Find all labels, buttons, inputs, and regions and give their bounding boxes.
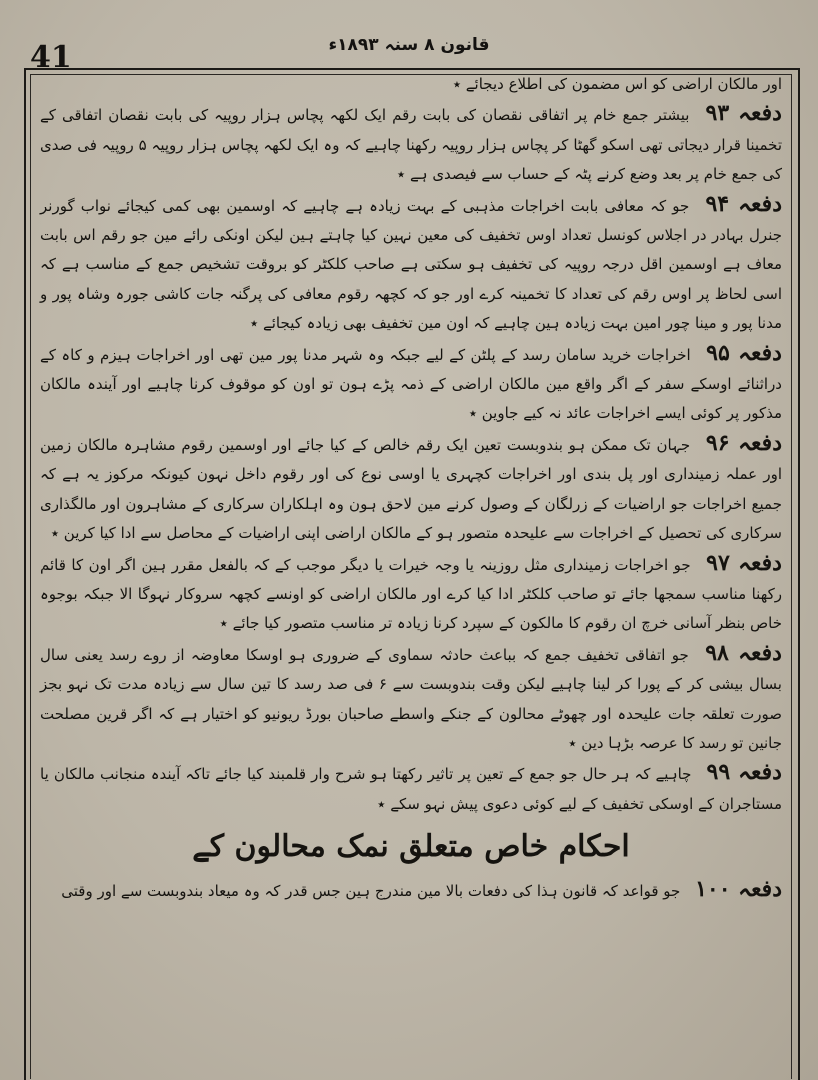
section-text: جو قواعد کہ قانون ہذا کی دفعات بالا مین مندرج ہین جس قدر کہ وہ میعاد بندوبست سے اور وقتی	[61, 882, 681, 901]
running-header: قانون ۸ سنہ ۱۸۹۳ء	[328, 35, 490, 55]
section-number: دفعہ ۹۸	[705, 639, 782, 666]
section-text: جو کہ معافی بابت اخراجات مذہبی کے بہت زیادہ ہے چاہیے کہ اوسمین بھی کمی کیجائے نواب گورنر جنرل بہادر در اجلاس کونسل تعداد اوس تخفیف کی معین نہین کیا چاہتے ہین لیکن اونکی رائے مین جو رقم اس بابت معاف ہے اوسمین اقل درجہ روپیہ کی تخفیف ہو سکتی ہے صاحب کلکٹر کو بروقت تشخیص جمع کے مناسب ہے کہ اسی لحاظ پر اوس رقم کی تعداد کا تخمینہ کرے اور جو کہ کچھہ رقوم معافی کی پرگنہ جات کاشی جورہ وشاہ پور و مدنا پور و مینا چور امین بہت زیادہ ہین چاہیے کہ اون مین تخفیف بھی زیادہ کیجائے ٭	[40, 196, 782, 333]
section-title: احکام خاص متعلق نمک محالون کے	[192, 829, 630, 865]
section-text: بیشتر جمع خام پر اتفاقی نقصان کی بابت رقم ایک لکھہ پچاس ہزار روپیہ کی بابت نقصان اتفاقی کے تخمینا قرار دیجاتی تھی اسکو گھٹا کر پچاس ہزار روپیہ رکھنا چاہیے کہ وہ ایک لکھہ پچاس ہزار روپیہ ۵ روپیہ فی صدی کی جمع خام پر بعد وضع کرنے پٹہ کے حساب سے فیصدی ہے ٭	[40, 106, 782, 184]
section-number: دفعہ ۹۷	[706, 549, 782, 576]
page-number: 41	[30, 40, 72, 75]
section-94	[40, 190, 782, 339]
section-number: دفعہ ۹۹	[706, 759, 782, 786]
section-text: چاہیے کہ ہر حال جو جمع کے تعین پر تاثیر رکھتا ہو شرح وار قلمبند کیا جائے تاکہ آیندہ منجانب مالکان یا مستاجران کے اوسکی تخفیف کے لیے کوئی دعوی پیش نہو سکے ٭	[40, 765, 782, 813]
section-text: جو اتفاقی تخفیف جمع کہ بباعث حادثہ سماوی کے ضروری ہو اوسکا معاوضہ از روے رسد یعنی سال بسال بیشی کر کے پورا کر لینا چاہیے لیکن وقت بندوبست سے ۶ فی صد رسد کا تین سال سے زیادہ مدت تک نہو بجز صورت تعلقہ جات علیحدہ اور چھوٹے محالون کے جنکے واسطے صاحبان بورڈ ریونیو کو اختیار ہے کہ اگر قرین مصلحت جانین تو رسد کا عرصہ بڑہا دین ٭	[40, 645, 782, 752]
section-text: جہان تک ممکن ہو بندوبست تعین ایک رقم خالص کے کیا جائے اور اوسمین رقوم مشاہرہ مالکان زمین اور عملہ زمینداری اور پل بندی اور اخراجات کچہری یا اوسی نوع کی اور رقوم داخل نہون کیونکہ مرکوز یہ ہے کہ جمیع اخراجات جو اراضیات کے زرلگان کے وصول کرنے مین لاحق ہون وہ اہلکاران سرکاری کے مشاہرون اور مالگذاری سرکاری کی تحصیل کے اخراجات سے علیحدہ متصور ہو کے مالکان اراضی اپنی اراضیات کے محاصل سے ادا کیا کرین ٭	[40, 435, 782, 543]
section-99	[40, 758, 782, 819]
section-97	[40, 549, 782, 639]
section-number: دفعہ ۹۶	[705, 429, 782, 456]
section-100	[40, 875, 782, 906]
section-98	[40, 639, 782, 759]
section-text: اخراجات خرید سامان رسد کے پلٹن کے لیے جبکہ وہ شہر مدنا پور مین تھی اور اخراجات ہیزم و کاہ کے دراثنائے اوسکے سفر کے اگر واقع مین مالکان اراضی کے ذمہ پڑے ہون تو اون کو موقوف کرنا چاہیے اور آیندہ مالکان مذکور پر کوئی ایسے اخراجات عائد نہ کیے جاوین ٭	[40, 345, 782, 423]
section-number: دفعہ ۹۴	[705, 190, 782, 217]
paragraph-text: اور مالکان اراضی کو اس مضمون کی اطلاع دیجائے ٭	[452, 75, 782, 93]
paragraph-intro	[40, 70, 782, 99]
section-93	[40, 99, 782, 189]
section-number: دفعہ ۹۵	[706, 339, 782, 366]
section-number: دفعہ ۱۰۰	[695, 876, 782, 903]
section-96	[40, 429, 782, 549]
section-95	[40, 339, 782, 429]
section-number: دفعہ ۹۳	[705, 100, 782, 127]
document-body	[40, 70, 782, 907]
section-text: جو اخراجات زمینداری مثل روزینہ یا وجہ خیرات یا دیگر موجب کے کہ بالفعل مقرر ہین اگر اون کا قائم رکھنا مناسب سمجھا جائے تو صاحب کلکٹر ادا کیا کرے اور مالکان اراضی کو اونسے کچھہ سروکار نہوگا الا جبکہ بوجوہ خاص بنظر آسانی خرچ ان رقوم کا مالکون کے سپرد کرنا زیادہ تر مناسب متصور کیا جائے ٭	[40, 555, 782, 633]
